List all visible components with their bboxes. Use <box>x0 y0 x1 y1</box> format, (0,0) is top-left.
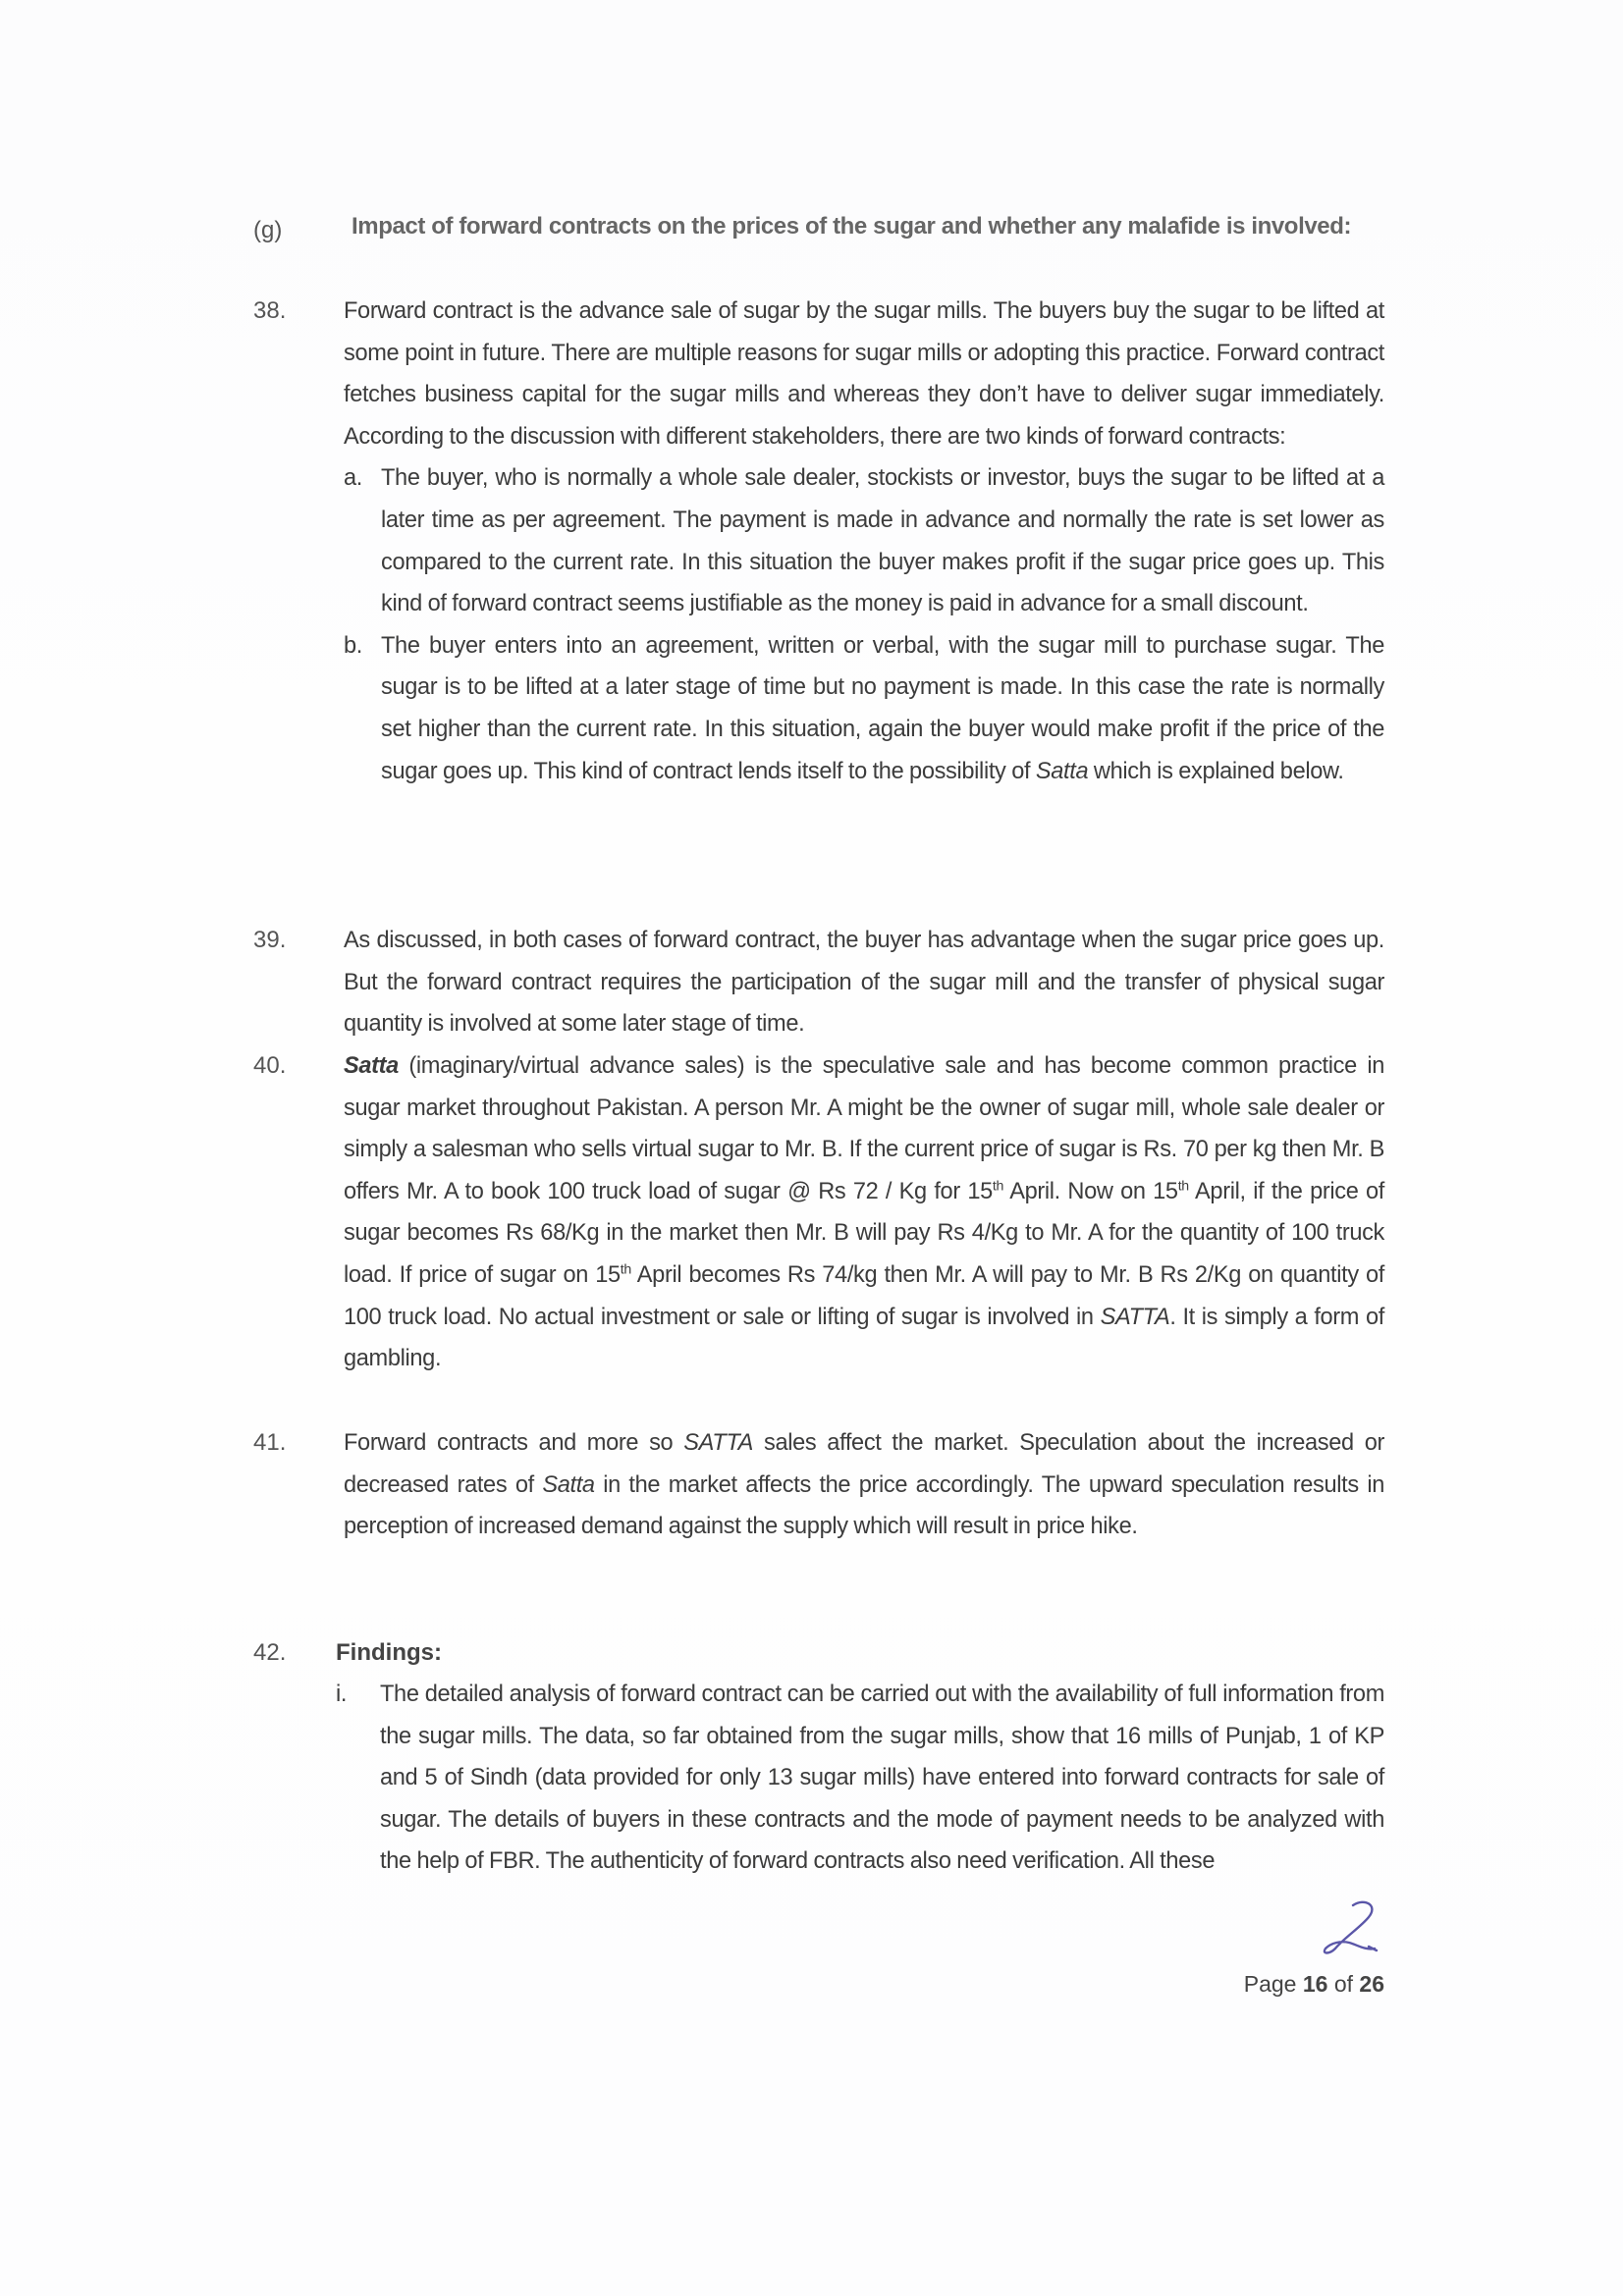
list-marker: a. <box>344 465 362 492</box>
paragraph-text <box>344 1045 1384 1380</box>
text-run: sales affect the market. Speculation about the increased or decreased rates of <box>344 1430 1384 1498</box>
total-pages: 26 <box>1359 1971 1384 1997</box>
text-run: April. Now on 15 <box>1003 1178 1178 1204</box>
section-g <box>253 208 1384 245</box>
paragraph-number: 42. <box>253 1639 287 1666</box>
paragraph-number: 41. <box>253 1429 287 1456</box>
ordinal-suffix: th <box>620 1261 631 1278</box>
list-item-text-end: which is explained below. <box>1088 758 1344 784</box>
list-item-text: The buyer, who is normally a whole sale dealer, stockists or investor, buys the sugar to be lifted at a later time as per agreement. The payment is made in advance and normally the rate is set lower as compared to the current rate. In this situation the buyer makes profit if the sugar price goes up. This kind of forward contract seems justifiable as the money is paid in advance for a small discount. <box>381 465 1384 617</box>
findings-heading: Findings: <box>336 1639 442 1666</box>
text-run: (imaginary/virtual advance sales) is the speculative sale and has become common practice in sugar market throughout Pakistan. A person Mr. A might be the owner of sugar mill, whole sale dealer or simply a salesman who sells virtual sugar to Mr. B. If the current price of sugar is Rs. 70 per kg then Mr. B offers Mr. A to book 100 truck load of sugar @ Rs 72 / Kg for 15 <box>344 1053 1384 1204</box>
ordinal-suffix: th <box>1177 1178 1189 1195</box>
text-run: in the market affects the price accordingly. The upward speculation results in perception of increased demand against the supply which will result in price hike. <box>344 1471 1385 1540</box>
satta-term: SATTA <box>1100 1304 1170 1330</box>
satta-term: Satta <box>1035 758 1089 784</box>
page-label: Page <box>1243 1971 1303 1997</box>
satta-term: SATTA <box>683 1430 754 1456</box>
list-item-text: The detailed analysis of forward contract can be carried out with the availability of full information from the sugar mills. The data, so far obtained from the sugar mills, show that 16 mills of Punjab, 1 of KP and 5 of Sindh (data provided for only 13 sugar mills) have entered into forward contracts for sale of sugar. The details of buyers in these contracts and the mode of payment needs to be analyzed with the help of FBR. The authenticity of forward contracts also need verification. All these <box>380 1682 1384 1875</box>
list-item <box>344 625 1384 792</box>
paragraph-number: 39. <box>253 927 287 953</box>
paragraph-text <box>344 1422 1384 1548</box>
current-page: 16 <box>1302 1971 1328 1997</box>
findings-list <box>336 1674 1384 1883</box>
page-number <box>1244 1971 1384 1998</box>
text-run: . It is simply a form of gambling. <box>344 1304 1384 1372</box>
forward-contract-kinds-list <box>344 457 1384 792</box>
satta-term: Satta <box>542 1471 595 1498</box>
paragraph-38 <box>253 291 1384 792</box>
section-label: (g) <box>253 217 283 243</box>
list-marker: b. <box>344 632 362 659</box>
list-marker: i. <box>336 1682 348 1707</box>
text-run: April, if the price of sugar becomes Rs 68/Kg in the market then Mr. B will pay Rs 4/Kg to Mr. A for the quantity of 100 truck load. If price of sugar on 15 <box>344 1178 1384 1288</box>
paragraph-42 <box>253 1632 1384 1883</box>
text-run: Forward contracts and more so <box>344 1430 684 1456</box>
paragraph-39 <box>253 920 1384 1045</box>
paragraph-text: As discussed, in both cases of forward contract, the buyer has advantage when the sugar price goes up. But the forward contract requires the participation of the sugar mill and the transfer of physical sugar quantity is involved at some later stage of time. <box>344 928 1384 1038</box>
paragraph-40 <box>253 1045 1384 1380</box>
text-run: April becomes Rs 74/kg then Mr. A will pay to Mr. B Rs 2/Kg on quantity of 100 truck load. No actual investment or sale or lifting of sugar is involved in <box>344 1261 1384 1330</box>
satta-term: Satta <box>344 1053 399 1079</box>
list-item <box>336 1674 1384 1883</box>
page-separator: of <box>1327 1971 1360 1997</box>
paragraph-number: 40. <box>253 1052 287 1079</box>
paragraph-number: 38. <box>253 297 287 324</box>
ordinal-suffix: th <box>992 1178 1004 1195</box>
paragraph-text: Forward contract is the advance sale of sugar by the sugar mills. The buyers buy the sugar to be lifted at some point in future. There are multiple reasons for sugar mills or adopting this practice. Forward contract fetches business capital for the sugar mills and whereas they don’t have to deliver sugar immediately. According to the discussion with different stakeholders, there are two kinds of forward contracts: <box>344 298 1384 450</box>
signature-initials-icon <box>1314 1899 1392 1958</box>
list-item-text: The buyer enters into an agreement, written or verbal, with the sugar mill to purchase sugar. The sugar is to be lifted at a later stage of time but no payment is made. In this case the rate is normally set higher than the current rate. In this situation, again the buyer would make profit if the price of the sugar goes up. This kind of contract lends itself to the possibility of <box>381 632 1384 784</box>
paragraph-41 <box>253 1422 1384 1548</box>
section-title: Impact of forward contracts on the prices of the sugar and whether any malafide is involved: <box>352 213 1352 240</box>
list-item <box>344 457 1384 624</box>
